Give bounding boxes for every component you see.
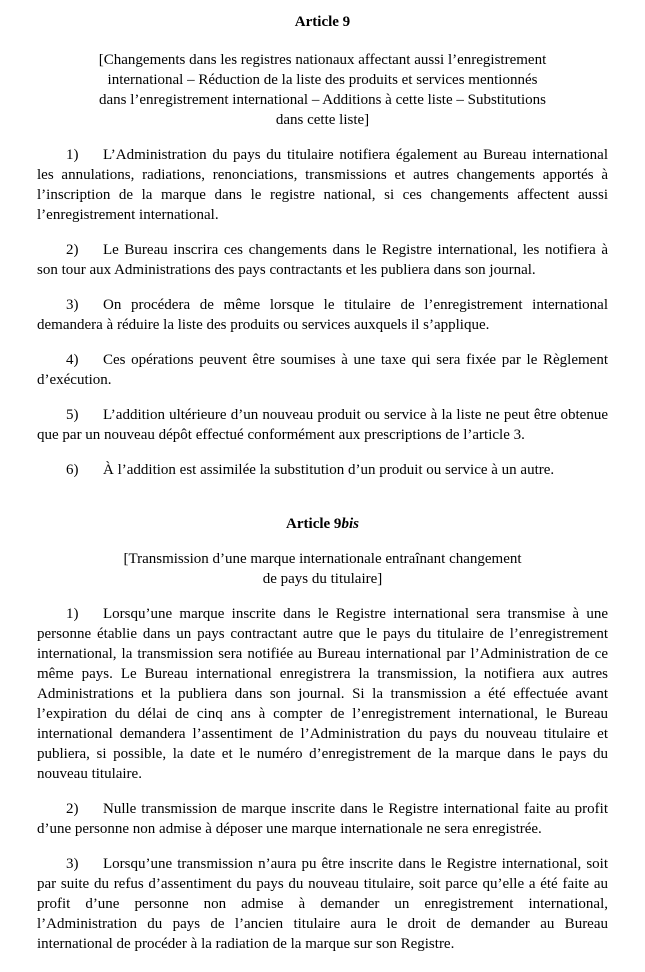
paragraph-number: 2) [66,242,79,258]
paragraph-number: 5) [66,407,79,423]
paragraph-number: 6) [66,462,79,478]
paragraph [37,854,608,954]
paragraph-text: L’addition ultérieure d’un nouveau produit ou service à la liste ne peut être obtenue que par un nouveau dépôt effectué conformément aux prescriptions de l’article 3. [37,407,608,443]
paragraph [37,350,608,390]
paragraph-number: 2) [66,801,79,817]
paragraph-text: Ces opérations peuvent être soumises à une taxe qui sera fixée par le Règlement d’exécution. [37,352,608,388]
paragraph [37,295,608,335]
subtitle-line: de pays du titulaire] [262,571,383,587]
paragraph-text: Le Bureau inscrira ces changements dans le Registre international, les notifiera à son tour aux Administrations des pays contractants et les publiera dans son journal. [37,242,608,278]
paragraph [37,799,608,839]
paragraph [37,460,608,480]
paragraph [37,145,608,225]
paragraph-number: 1) [66,606,79,622]
paragraph-number: 4) [66,352,79,368]
paragraph-text: À l’addition est assimilée la substitution d’un produit ou service à un autre. [103,462,555,478]
paragraph-number: 1) [66,147,79,163]
paragraph-number: 3) [66,856,79,872]
paragraph-number: 3) [66,297,79,313]
paragraph [37,604,608,784]
subtitle-line: international – Réduction de la liste des produits et services mentionnés [107,72,538,88]
paragraph-text: Lorsqu’une marque inscrite dans le Registre international sera transmise à une personne établie dans un pays contractant autre que le pays du titulaire de l’enregistrement international, la transmission sera notifiée au Bureau international par l’Administration de ce même pays. Le Bureau international enregistrera la transmission, la notifiera aux autres Administrations et la publiera dans son journal. Si la transmission a été effectuée avant l’expiration du délai de cinq ans à compter de l’enregistrement international, le Bureau international demandera l’assentiment de l’Administration du pays du nouveau titulaire et publiera, si possible, la date et le numéro d’enregistrement de la marque dans le pays du nouveau titulaire. [37,606,608,782]
article-9-subtitle [37,50,608,130]
article-9-title [37,12,608,32]
article-9bis-title-text: Article 9 [286,516,342,532]
subtitle-line: [Transmission d’une marque internationale entraînant changement [123,551,522,567]
article-9bis-title-suffix: bis [341,516,359,532]
paragraph-text: L’Administration du pays du titulaire notifiera également au Bureau international les annulations, radiations, renonciations, transmissions et autres changements apportés à l’inscription de la marque dans le registre national, si ces changements affectent aussi l’enregistrement international. [37,147,608,223]
subtitle-line: dans l’enregistrement international – Additions à cette liste – Substitutions [98,92,546,108]
subtitle-line: dans cette liste] [275,112,370,128]
paragraph-text: Lorsqu’une transmission n’aura pu être inscrite dans le Registre international, soit par suite du refus d’assentiment du pays du nouveau titulaire, soit parce qu’elle a été faite au profit d’une personne non admise à demander un enregistrement international, l’Administration du pays de l’ancien titulaire aura le droit de demander au Bureau international de procéder à la radiation de la marque sur son Registre. [37,856,608,952]
article-9-title-text: Article 9 [294,14,351,30]
paragraph [37,405,608,445]
article-9bis-subtitle [37,549,608,589]
article-9bis-title [37,514,608,534]
paragraph-text: On procédera de même lorsque le titulaire de l’enregistrement international demandera à réduire la liste des produits ou services auxquels il s’applique. [37,297,608,333]
paragraph-text: Nulle transmission de marque inscrite dans le Registre international faite au profit d’une personne non admise à déposer une marque internationale ne sera enregistrée. [37,801,608,837]
paragraph [37,240,608,280]
subtitle-line: [Changements dans les registres nationaux affectant aussi l’enregistrement [98,52,547,68]
